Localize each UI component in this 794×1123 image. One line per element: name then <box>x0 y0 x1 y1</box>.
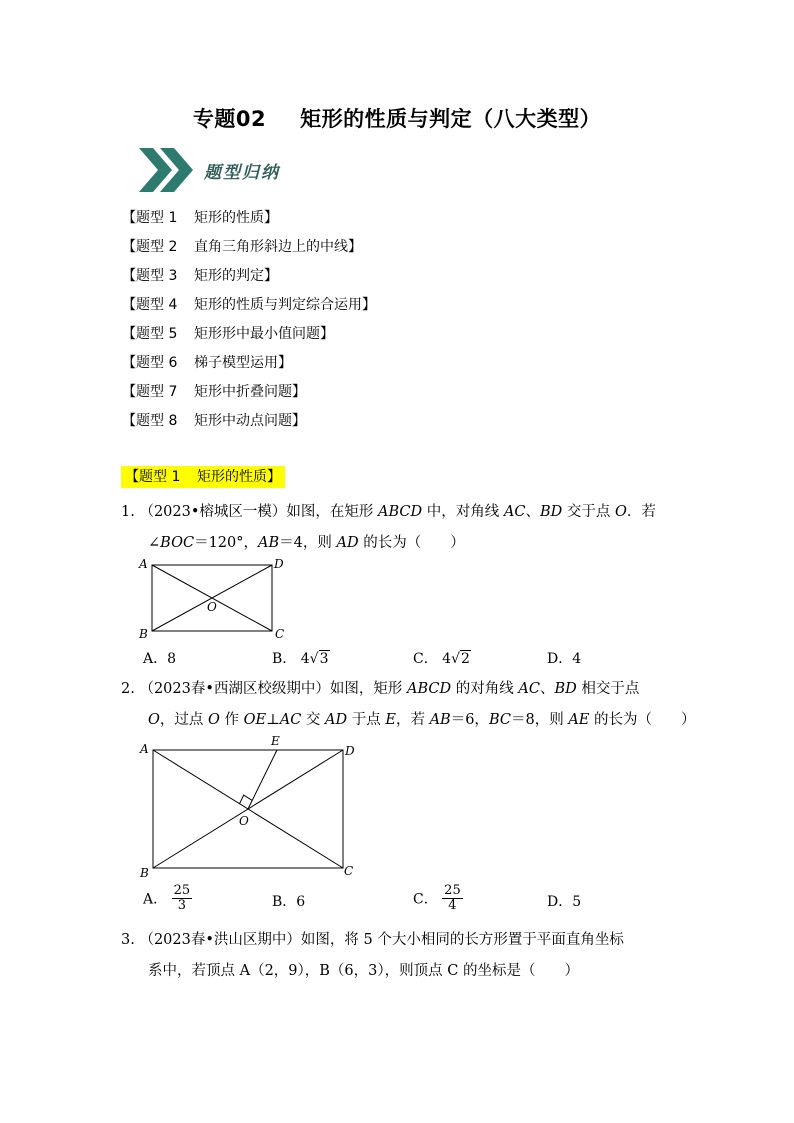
title-part2: 矩形的性质与判定（八大类型） <box>300 107 602 131</box>
center-label-o: O <box>239 814 249 828</box>
q2-option-c: C． $\frac{25}{4}$ <box>413 883 461 913</box>
topic-item: 【题型 3 矩形的判定】 <box>122 268 278 284</box>
topic-item: 【题型 5 矩形形中最小值问题】 <box>122 326 334 342</box>
rectangle-diagram-2 <box>136 735 366 885</box>
section-heading-1: 【题型 1 矩形的性质】 <box>121 466 285 488</box>
topic-list <box>122 206 376 438</box>
question-3-line1: 3. （2023春•洪山区期中）如图，将 5 个大小相同的长方形置于平面直角坐标 <box>121 932 624 948</box>
question-1-figure <box>134 556 294 642</box>
q1-option-d: D．4 <box>547 651 582 667</box>
topic-item: 【题型 4 矩形的性质与判定综合运用】 <box>122 297 376 313</box>
topic-item: 【题型 7 矩形中折叠问题】 <box>122 384 306 400</box>
banner-label: 题型归纳 <box>204 163 280 183</box>
vertex-label-a: A <box>139 557 148 571</box>
q1-option-b: B． 4√3 <box>272 651 329 667</box>
vertex-label-c: C <box>344 864 354 878</box>
question-1-line2: ∠BOC＝120°，AB＝4，则 AD 的长为（ ） <box>148 535 465 551</box>
double-chevron-icon <box>136 145 196 195</box>
question-1-line1: 1. （2023•榕城区一模）如图，在矩形 ABCD 中，对角线 AC、BD 交于点 O．若 <box>121 504 656 520</box>
vertex-label-c: C <box>275 627 285 641</box>
page-title <box>0 103 794 133</box>
q2-option-b: B．6 <box>272 894 306 910</box>
q2-option-d: D．5 <box>547 894 582 910</box>
question-2-line1: 2. （2023春•西湖区校级期中）如图，矩形 ABCD 的对角线 AC、BD 相交于点 <box>121 681 640 697</box>
rectangle-diagram-1 <box>134 556 294 642</box>
topic-item: 【题型 6 梯子模型运用】 <box>122 355 292 371</box>
vertex-label-d: D <box>274 557 284 571</box>
vertex-label-a: A <box>140 742 149 756</box>
center-label-o: O <box>207 600 217 614</box>
q2-option-a: A． $\frac{25}{3}$ <box>143 883 191 913</box>
q1-option-a: A．8 <box>143 651 177 667</box>
topic-item: 【题型 2 直角三角形斜边上的中线】 <box>122 239 362 255</box>
topic-item: 【题型 1 矩形的性质】 <box>122 210 278 226</box>
vertex-label-b: B <box>139 627 148 641</box>
topic-item: 【题型 8 矩形中动点问题】 <box>122 413 306 429</box>
vertex-label-d: D <box>345 744 355 758</box>
section-banner <box>136 145 336 195</box>
q1-option-c: C． 4√2 <box>413 651 470 667</box>
point-label-e: E <box>271 734 280 748</box>
question-3-line2: 系中，若顶点 A（2，9），B（6，3），则顶点 C 的坐标是（ ） <box>148 963 579 979</box>
title-part1: 专题02 <box>192 107 267 131</box>
question-2-figure <box>136 735 366 885</box>
vertex-label-b: B <box>140 866 149 880</box>
question-2-line2: O，过点 O 作 OE⊥AC 交 AD 于点 E，若 AB＝6，BC＝8，则 AE 的长为（ ） <box>148 712 696 728</box>
